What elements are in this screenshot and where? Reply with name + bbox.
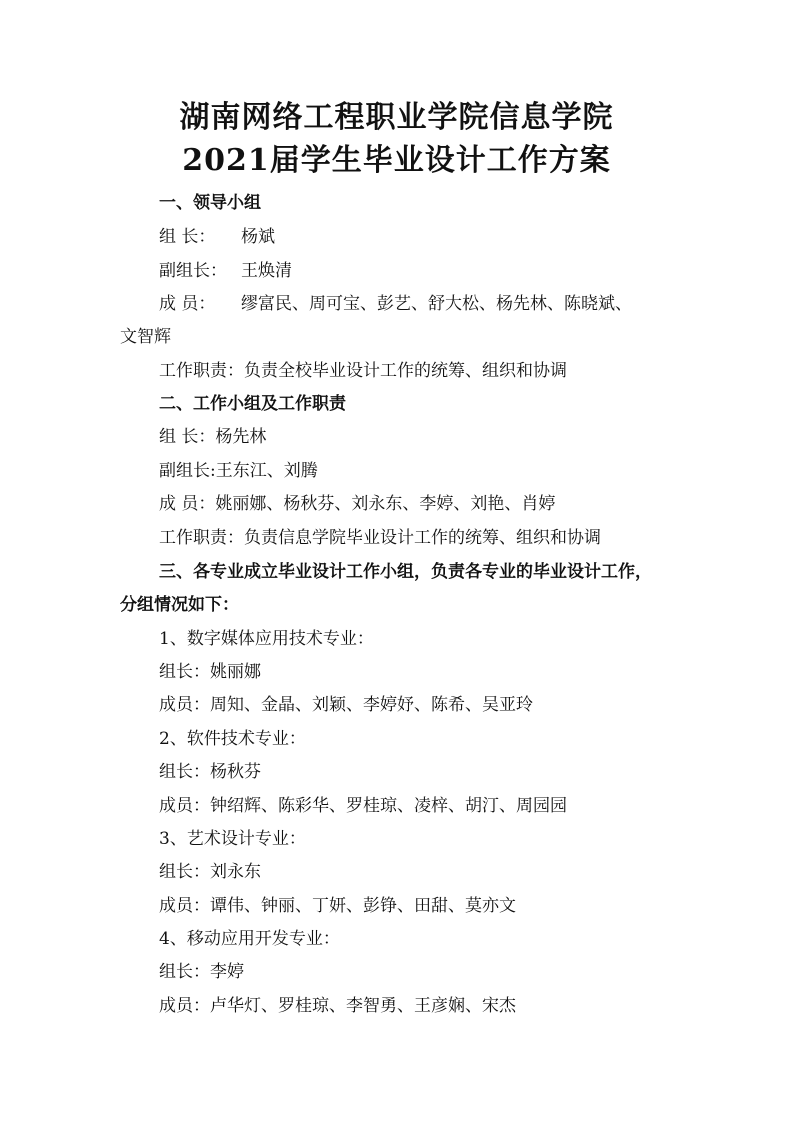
group-2-members: 成员：钟绍辉、陈彩华、罗桂琼、凌梓、胡汀、周园园 [159, 796, 567, 816]
section2-members: 成 员：姚丽娜、杨秋芬、刘永东、李婷、刘艳、肖婷 [159, 494, 556, 514]
section2-duty: 工作职责：负责信息学院毕业设计工作的统筹、组织和协调 [159, 528, 601, 548]
group-1-name: 1、数字媒体应用技术专业： [159, 629, 374, 649]
section2-vice: 副组长:王东江、刘腾 [159, 461, 318, 481]
group-3-name: 3、艺术设计专业： [159, 829, 306, 849]
group-4-members: 成员：卢华灯、罗桂琼、李智勇、王彦娴、宋杰 [159, 996, 516, 1016]
section3-heading-line2: 分组情况如下： [120, 595, 239, 615]
group-2-name: 2、软件技术专业： [159, 729, 306, 749]
section1-vice-name: 王焕清 [241, 261, 292, 281]
group-4-leader: 组长：李婷 [159, 962, 244, 982]
section1-duty: 工作职责：负责全校毕业设计工作的统筹、组织和协调 [159, 361, 567, 381]
group-4-name: 4、移动应用开发专业： [159, 929, 340, 949]
section1-vice-label: 副组长： [159, 261, 227, 281]
section1-members-line2: 文智辉 [120, 327, 171, 347]
document-title-line1: 湖南网络工程职业学院信息学院 [179, 100, 614, 135]
section1-leader-row [159, 226, 275, 248]
group-3-members: 成员：谭伟、钟丽、丁妍、彭铮、田甜、莫亦文 [159, 896, 516, 916]
section3-heading-line1: 三、各专业成立毕业设计工作小组，负责各专业的毕业设计工作， [159, 562, 652, 582]
section1-heading: 一、领导小组 [159, 193, 261, 213]
section2-heading: 二、工作小组及工作职责 [159, 394, 346, 414]
section1-members-row [159, 293, 632, 315]
group-1-leader: 组长：姚丽娜 [159, 662, 261, 682]
section1-vice-row [159, 260, 292, 282]
group-1-members: 成员：周知、金晶、刘颖、李婷妤、陈希、吴亚玲 [159, 695, 533, 715]
section1-members-line1: 缪富民、周可宝、彭艺、舒大松、杨先林、陈晓斌、 [241, 294, 632, 314]
document-title-line2: 2021届学生毕业设计工作方案 [182, 143, 611, 178]
group-3-leader: 组长：刘永东 [159, 862, 261, 882]
section1-leader-name: 杨斌 [241, 227, 275, 247]
section1-leader-label: 组 长： [159, 227, 216, 247]
group-2-leader: 组长：杨秋芬 [159, 762, 261, 782]
section2-leader: 组 长：杨先林 [159, 427, 267, 447]
section1-members-label: 成 员： [159, 294, 216, 314]
